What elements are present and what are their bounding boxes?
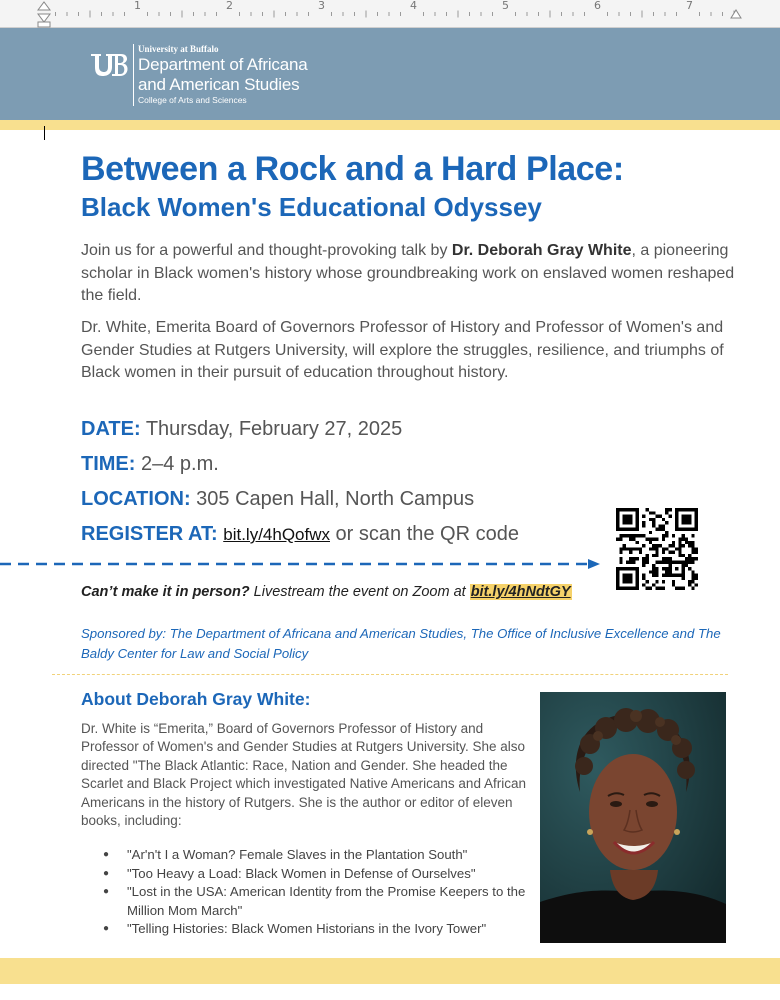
qr-code-icon[interactable] [616, 508, 698, 590]
speaker-portrait [540, 692, 726, 943]
speaker-name: Dr. Deborah Gray White [451, 242, 632, 259]
about-paragraph: Dr. White is “Emerita,” Board of Governors Professor of History and Professor of Women's and Gender Studies at Rutgers University. She also directed "The Black Atlantic: Race, Nation and Gender. She headed the Scarlet and Black Project which investigated Native Americans and African Americans in the history of Rutgers. She is the author or editor of eleven books, including: [81, 721, 526, 829]
first-line-indent-marker [38, 2, 50, 10]
intro-text: Join us for a powerful and thought-provoking talk by [81, 242, 452, 259]
livestream-lead: Can’t make it in person? [81, 584, 250, 600]
time-label: TIME: [81, 453, 136, 475]
intro-paragraph [81, 240, 741, 308]
bullet-icon: ● [103, 849, 110, 860]
ruler-ticks [0, 0, 780, 28]
location-line [81, 488, 474, 511]
ruler-number: 5 [502, 0, 509, 12]
bullet-icon: ● [103, 867, 110, 879]
department-name-line1: Department of Africana [138, 55, 308, 74]
description-paragraph: Dr. White, Emerita Board of Governors Professor of History and Professor of Women's and Gender Studies at Rutgers University, will explore the struggles, resilience, and triumphs of Black women in their pursuit of education throughout history. [81, 319, 724, 381]
livestream-line [81, 584, 572, 600]
list-item [81, 865, 541, 884]
dashed-arrow-divider [0, 558, 610, 570]
header-banner [0, 28, 780, 120]
footer-stripe [0, 958, 780, 984]
list-item [81, 883, 541, 920]
date-label: DATE: [81, 418, 141, 440]
header-stripe [0, 120, 780, 130]
register-suffix: or scan the QR code [330, 523, 519, 545]
zoom-link[interactable]: bit.ly/4hNdtGY [470, 584, 571, 600]
bullet-icon: ● [103, 923, 110, 935]
bullet-icon: ● [103, 886, 110, 898]
ruler-number: 7 [686, 0, 693, 12]
list-item [81, 920, 541, 939]
event-subtitle: Black Women's Educational Odyssey [81, 192, 542, 222]
book-title: "Ar'n't I a Woman? Female Slaves in the Plantation South" [127, 847, 468, 862]
section-divider [52, 674, 728, 675]
department-wordmark [133, 44, 307, 106]
ruler-number: 1 [134, 0, 141, 12]
list-item [81, 846, 541, 865]
register-label: REGISTER AT: [81, 523, 218, 545]
book-title: "Too Heavy a Load: Black Women in Defense of Ourselves" [127, 865, 476, 881]
intro-text-continued: , a pioneering scholar in Black women's history whose groundbreaking work on enslaved women reshaped the field. [81, 242, 735, 304]
book-title: "Lost in the USA: American Identity from the Promise Keepers to the Million Mom March" [127, 884, 526, 918]
location-label: LOCATION: [81, 488, 191, 510]
text-cursor [44, 126, 45, 140]
ruler-number: 3 [318, 0, 325, 12]
date-line [81, 418, 402, 441]
ruler-number: 6 [594, 0, 601, 12]
department-name-line2: and American Studies [138, 75, 300, 94]
document-page[interactable] [0, 28, 780, 1000]
register-line [81, 523, 519, 546]
left-margin-marker [38, 22, 50, 27]
register-link[interactable]: bit.ly/4hQofwx [223, 525, 330, 544]
book-list [81, 846, 541, 939]
time-value: 2–4 p.m. [135, 453, 219, 475]
right-indent-marker [731, 10, 741, 18]
ruler-number: 4 [410, 0, 417, 12]
location-value: 305 Capen Hall, North Campus [190, 488, 475, 510]
livestream-text: Livestream the event on Zoom at [249, 584, 470, 600]
time-line [81, 453, 219, 476]
sponsor-text: Sponsored by: The Department of Africana and American Studies, The Office of Inclusive Excellence and The Baldy Center for Law and Social Policy [81, 626, 721, 661]
about-heading: About Deborah Gray White: [81, 689, 311, 709]
arrow-head-icon [588, 559, 600, 569]
ub-logo-icon [90, 52, 128, 78]
college-name: College of Arts and Sciences [138, 95, 247, 105]
book-title: "Telling Histories: Black Women Historians in the Ivory Tower" [127, 921, 487, 937]
speaker-photo [540, 692, 726, 943]
document-ruler[interactable] [0, 0, 780, 28]
event-title: Between a Rock and a Hard Place: [81, 150, 624, 188]
ruler-number: 2 [226, 0, 233, 12]
university-name: University at Buffalo [138, 44, 219, 54]
date-value: Thursday, February 27, 2025 [140, 418, 403, 440]
left-indent-marker [38, 14, 50, 22]
